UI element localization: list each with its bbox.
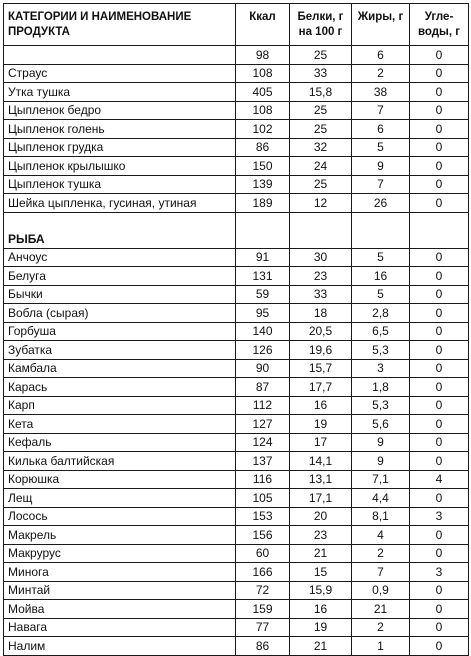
table-row [4,341,469,360]
table-row [4,433,469,452]
cell-fat: 5 [352,248,410,267]
cell-name: Цыпленок бедро [4,101,236,120]
table-row [4,544,469,563]
table-row [4,101,469,120]
cell-protein: 20 [290,507,352,526]
table-row [4,304,469,323]
cell-protein: 33 [290,64,352,83]
cell-kcal: 108 [236,101,290,120]
cell-fat: 5 [352,285,410,304]
cell-kcal: 126 [236,341,290,360]
cell-carbs: 0 [410,138,469,157]
cell-carbs: 0 [410,544,469,563]
table-row [4,637,469,656]
cell-name: Лещ [4,489,236,508]
nutrition-table [3,3,469,656]
cell-name [4,46,236,65]
cell-protein: 16 [290,396,352,415]
cell-protein: 23 [290,526,352,545]
cell-kcal: 98 [236,46,290,65]
cell-kcal: 137 [236,452,290,471]
header-protein: Белки, г на 100 г [290,4,352,46]
table-row [4,359,469,378]
cell-protein: 25 [290,120,352,139]
cell-kcal: 102 [236,120,290,139]
cell-fat: 3 [352,359,410,378]
cell-kcal: 60 [236,544,290,563]
cell-protein: 25 [290,46,352,65]
cell-kcal: 77 [236,618,290,637]
cell-fat: 2,8 [352,304,410,323]
cell-protein: 16 [290,600,352,619]
cell-name: Анчоус [4,248,236,267]
cell-carbs: 0 [410,600,469,619]
cell-name: Кефаль [4,433,236,452]
cell-carbs: 3 [410,563,469,582]
cell-name: Страус [4,64,236,83]
cell-name: Минога [4,563,236,582]
cell-carbs: 0 [410,359,469,378]
cell-kcal: 131 [236,267,290,286]
cell-fat: 1 [352,637,410,656]
cell-carbs: 0 [410,285,469,304]
cell-kcal: 91 [236,248,290,267]
cell-protein: 15,8 [290,83,352,102]
table-row [4,64,469,83]
cell-kcal: 112 [236,396,290,415]
header-fat: Жиры, г [352,4,410,46]
cell-protein: 17,7 [290,378,352,397]
cell-kcal: 159 [236,600,290,619]
cell-carbs: 0 [410,489,469,508]
cell-name: Макрель [4,526,236,545]
section-title: РЫБА [4,212,236,248]
cell-kcal: 150 [236,157,290,176]
table-row [4,175,469,194]
cell-name: Килька балтийская [4,452,236,471]
cell-fat: 4 [352,526,410,545]
cell-carbs: 4 [410,470,469,489]
section-empty-cell [290,212,352,248]
cell-protein: 12 [290,194,352,213]
cell-name: Карась [4,378,236,397]
cell-name: Кета [4,415,236,434]
cell-carbs: 0 [410,248,469,267]
cell-carbs: 0 [410,378,469,397]
cell-kcal: 127 [236,415,290,434]
table-row [4,489,469,508]
cell-carbs: 0 [410,157,469,176]
table-body [4,46,469,656]
cell-name: Цыпленок голень [4,120,236,139]
cell-protein: 19,6 [290,341,352,360]
cell-kcal: 59 [236,285,290,304]
cell-fat: 26 [352,194,410,213]
cell-name: Белуга [4,267,236,286]
cell-name: Бычки [4,285,236,304]
cell-protein: 25 [290,175,352,194]
table-row [4,600,469,619]
cell-carbs: 0 [410,101,469,120]
cell-protein: 15 [290,563,352,582]
table-row [4,507,469,526]
cell-name: Навага [4,618,236,637]
table-row [4,526,469,545]
cell-name: Вобла (сырая) [4,304,236,323]
section-empty-cell [236,212,290,248]
cell-carbs: 3 [410,507,469,526]
cell-fat: 5,3 [352,341,410,360]
cell-kcal: 116 [236,470,290,489]
header-product: КАТЕГОРИИ И НАИМЕНОВАНИЕ ПРОДУКТА [4,4,236,46]
cell-carbs: 0 [410,433,469,452]
cell-protein: 17,1 [290,489,352,508]
table-row [4,46,469,65]
table-row [4,157,469,176]
cell-carbs: 0 [410,46,469,65]
cell-protein: 32 [290,138,352,157]
table-row [4,83,469,102]
cell-protein: 19 [290,618,352,637]
cell-kcal: 87 [236,378,290,397]
cell-fat: 5,3 [352,396,410,415]
cell-kcal: 153 [236,507,290,526]
cell-fat: 7 [352,563,410,582]
cell-carbs: 0 [410,396,469,415]
cell-carbs: 0 [410,581,469,600]
cell-name: Камбала [4,359,236,378]
table-row [4,396,469,415]
table-row [4,378,469,397]
table-row [4,322,469,341]
cell-carbs: 0 [410,304,469,323]
section-empty-cell [410,212,469,248]
cell-name: Минтай [4,581,236,600]
table-row [4,452,469,471]
cell-fat: 1,8 [352,378,410,397]
header-kcal: Ккал [236,4,290,46]
cell-carbs: 0 [410,637,469,656]
cell-kcal: 86 [236,138,290,157]
cell-name: Шейка цыпленка, гусиная, утиная [4,194,236,213]
cell-carbs: 0 [410,341,469,360]
cell-fat: 7 [352,175,410,194]
cell-fat: 9 [352,157,410,176]
cell-protein: 14,1 [290,452,352,471]
cell-protein: 19 [290,415,352,434]
cell-kcal: 139 [236,175,290,194]
cell-name: Цыпленок грудка [4,138,236,157]
cell-kcal: 95 [236,304,290,323]
table-row [4,581,469,600]
cell-name: Мойва [4,600,236,619]
cell-fat: 2 [352,618,410,637]
cell-kcal: 108 [236,64,290,83]
cell-protein: 15,9 [290,581,352,600]
cell-fat: 8,1 [352,507,410,526]
cell-protein: 17 [290,433,352,452]
cell-protein: 24 [290,157,352,176]
cell-protein: 23 [290,267,352,286]
cell-kcal: 405 [236,83,290,102]
cell-fat: 6 [352,46,410,65]
table-row [4,415,469,434]
cell-fat: 38 [352,83,410,102]
cell-carbs: 0 [410,452,469,471]
table-row [4,470,469,489]
cell-kcal: 90 [236,359,290,378]
cell-fat: 4,4 [352,489,410,508]
cell-fat: 21 [352,600,410,619]
cell-protein: 13,1 [290,470,352,489]
cell-carbs: 0 [410,267,469,286]
cell-kcal: 140 [236,322,290,341]
cell-carbs: 0 [410,322,469,341]
cell-fat: 16 [352,267,410,286]
cell-name: Налим [4,637,236,656]
table-row [4,563,469,582]
cell-carbs: 0 [410,64,469,83]
cell-kcal: 105 [236,489,290,508]
cell-protein: 30 [290,248,352,267]
cell-fat: 0,9 [352,581,410,600]
cell-protein: 18 [290,304,352,323]
cell-fat: 9 [352,433,410,452]
cell-name: Макрурус [4,544,236,563]
header-row [4,4,469,46]
cell-protein: 21 [290,637,352,656]
cell-kcal: 156 [236,526,290,545]
cell-name: Зубатка [4,341,236,360]
cell-fat: 2 [352,544,410,563]
cell-carbs: 0 [410,83,469,102]
header-carbs: Угле-воды, г [410,4,469,46]
cell-name: Карп [4,396,236,415]
cell-carbs: 0 [410,618,469,637]
cell-fat: 7,1 [352,470,410,489]
cell-carbs: 0 [410,175,469,194]
cell-carbs: 0 [410,415,469,434]
cell-protein: 21 [290,544,352,563]
cell-kcal: 124 [236,433,290,452]
cell-protein: 20,5 [290,322,352,341]
cell-fat: 5,6 [352,415,410,434]
cell-carbs: 0 [410,194,469,213]
table-row [4,267,469,286]
cell-protein: 15,7 [290,359,352,378]
cell-fat: 9 [352,452,410,471]
cell-protein: 25 [290,101,352,120]
cell-fat: 6 [352,120,410,139]
cell-fat: 5 [352,138,410,157]
cell-kcal: 189 [236,194,290,213]
table-row [4,618,469,637]
cell-name: Лосось [4,507,236,526]
section-empty-cell [352,212,410,248]
cell-kcal: 86 [236,637,290,656]
cell-name: Корюшка [4,470,236,489]
cell-fat: 2 [352,64,410,83]
table-row [4,138,469,157]
table-row [4,248,469,267]
cell-fat: 6,5 [352,322,410,341]
cell-name: Утка тушка [4,83,236,102]
cell-kcal: 166 [236,563,290,582]
section-header-row [4,212,469,248]
cell-name: Цыпленок тушка [4,175,236,194]
cell-name: Горбуша [4,322,236,341]
cell-name: Цыпленок крылышко [4,157,236,176]
table-row [4,285,469,304]
cell-protein: 33 [290,285,352,304]
cell-kcal: 72 [236,581,290,600]
table-row [4,194,469,213]
cell-fat: 7 [352,101,410,120]
cell-carbs: 0 [410,120,469,139]
cell-carbs: 0 [410,526,469,545]
table-row [4,120,469,139]
